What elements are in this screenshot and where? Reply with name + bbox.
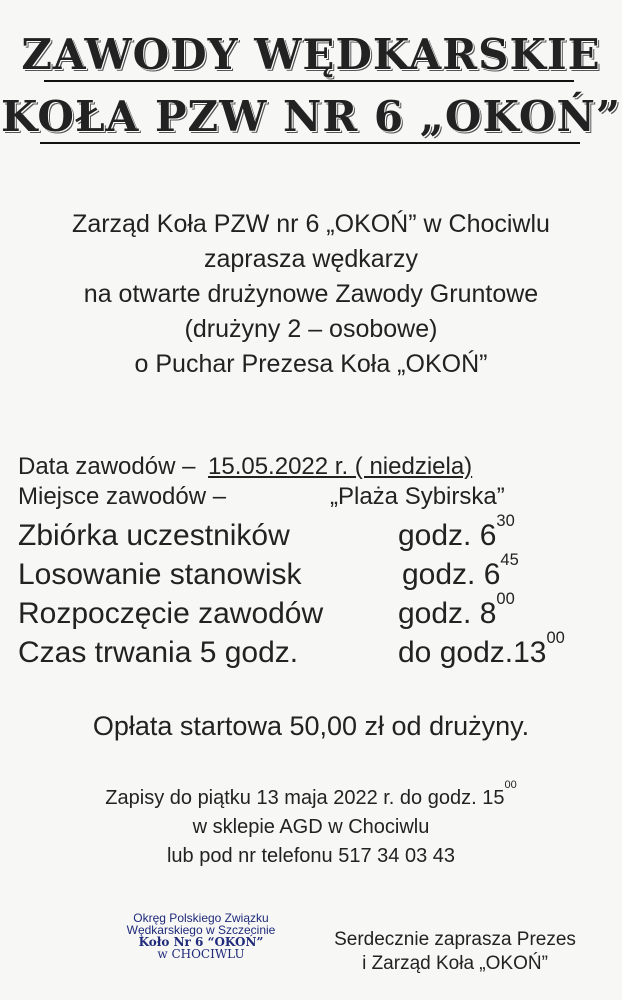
invitation-line: Serdecznie zaprasza Prezes <box>334 929 576 950</box>
closing-invitation <box>300 928 610 976</box>
registration-line: w sklepie AGD w Chociwlu <box>192 816 430 838</box>
intro-line: (drużyny 2 – osobowe) <box>184 315 438 343</box>
date-label: Data zawodów – <box>18 453 196 480</box>
draw-row <box>18 551 608 597</box>
date-value: 15.05.2022 r. ( niedziela) <box>208 453 473 480</box>
gathering-row <box>18 512 608 558</box>
stamp-line: Okręg Polskiego Związku <box>133 911 269 925</box>
intro-line: zaprasza wędkarzy <box>204 245 418 273</box>
registration-line: lub pod nr telefonu 517 34 03 43 <box>166 845 456 867</box>
date-row <box>18 453 608 483</box>
poster-title-line2: KOŁA PZW NR 6 „OKOŃ” <box>0 92 622 141</box>
draw-label: Losowanie stanowisk <box>18 558 302 591</box>
gathering-label: Zbiórka uczestników <box>18 519 290 552</box>
stamp-line: Koło Nr 6 “OKOŃ” <box>138 935 264 949</box>
stamp-line: w CHOCIWLU <box>157 947 245 961</box>
draw-time <box>402 551 519 592</box>
title-underline-1 <box>44 80 574 82</box>
registration-info <box>0 779 622 871</box>
start-time-hour: godz. 8 <box>398 597 497 630</box>
gathering-time-hour: godz. 6 <box>398 519 497 552</box>
poster-title-line1: ZAWODY WĘDKARSKIE <box>21 30 601 79</box>
stamp-line: Wędkarskiego w Szczecinie <box>126 923 276 937</box>
draw-time-hour: godz. 6 <box>402 558 501 591</box>
intro-text <box>0 207 622 382</box>
draw-time-minutes: 45 <box>500 551 519 570</box>
start-time-minutes: 00 <box>496 590 515 609</box>
duration-time <box>398 629 565 670</box>
gathering-time <box>398 512 515 553</box>
duration-row <box>18 629 608 675</box>
gathering-time-minutes: 30 <box>496 512 515 531</box>
duration-time-minutes: 00 <box>546 629 565 648</box>
start-time <box>398 590 515 631</box>
registration-deadline-minutes: 00 <box>504 779 517 792</box>
place-label: Miejsce zawodów – <box>18 483 227 510</box>
entry-fee: Opłata startowa 50,00 zł od drużyny. <box>92 711 530 741</box>
start-row <box>18 590 608 636</box>
duration-time-hour: do godz.13 <box>398 636 547 669</box>
invitation-line: i Zarząd Koła „OKOŃ” <box>362 953 548 974</box>
start-label: Rozpoczęcie zawodów <box>18 597 324 630</box>
intro-line: na otwarte drużynowe Zawody Gruntowe <box>83 280 539 308</box>
intro-line: Zarząd Koła PZW nr 6 „OKOŃ” w Chociwlu <box>72 210 550 238</box>
place-row <box>18 483 608 519</box>
place-value: „Plaża Sybirska” <box>330 483 505 510</box>
duration-label: Czas trwania 5 godz. <box>18 636 299 669</box>
event-details <box>18 453 608 675</box>
registration-line <box>0 779 622 813</box>
title-underline-2 <box>40 142 580 144</box>
intro-line: o Puchar Prezesa Koła „OKOŃ” <box>134 350 488 378</box>
club-stamp <box>96 912 306 960</box>
registration-deadline: Zapisy do piątku 13 maja 2022 r. do godz. 15 <box>105 787 505 809</box>
